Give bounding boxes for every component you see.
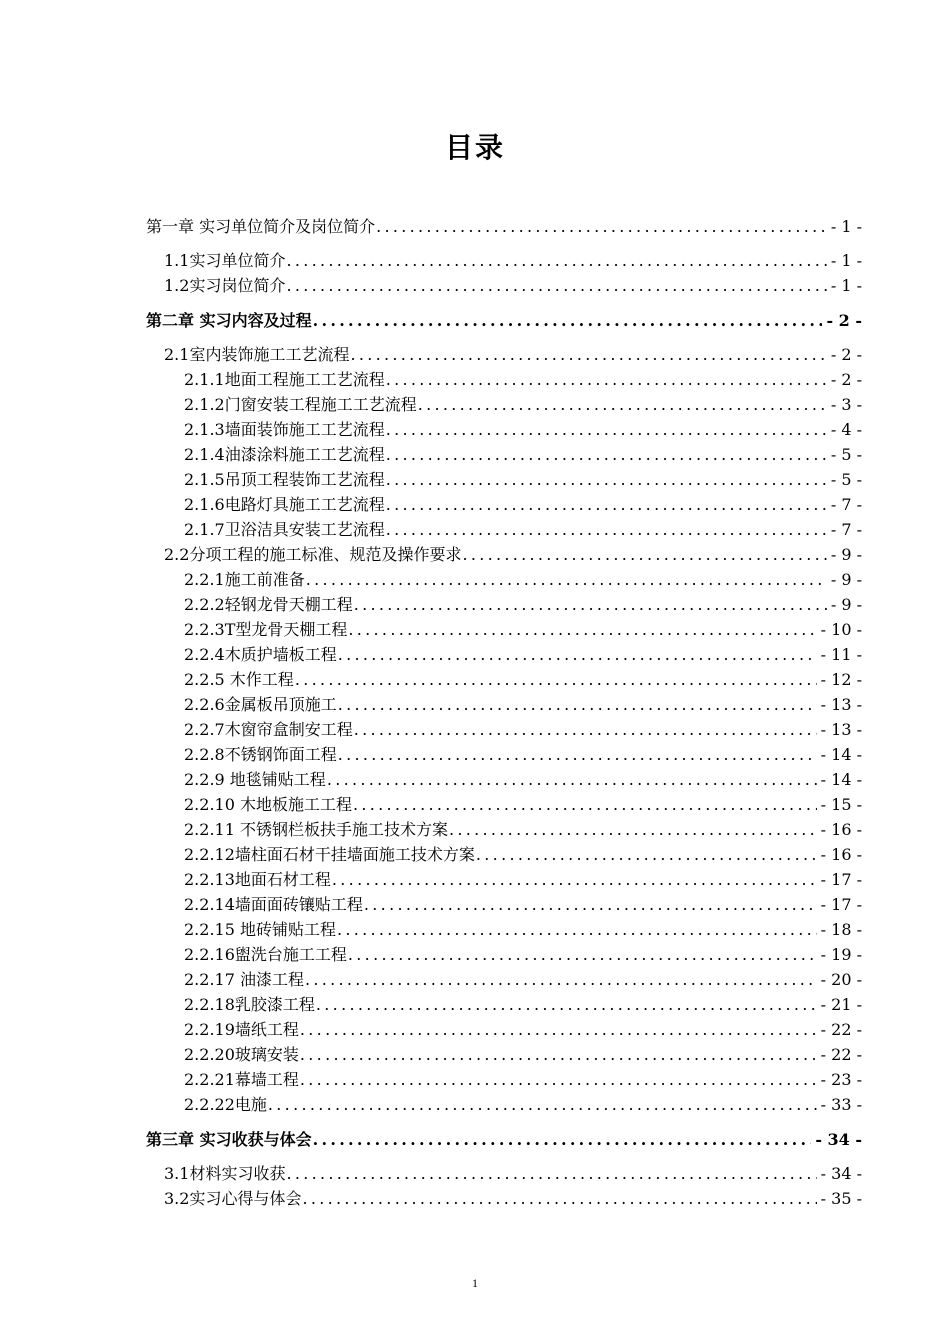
toc-entry-title: 2.1室内装饰施工工艺流程 bbox=[164, 345, 350, 364]
toc-entry-title: 第三章 实习收获与体会 bbox=[146, 1130, 312, 1149]
dot-leader bbox=[337, 920, 817, 939]
toc-entry-page: - 7 - bbox=[830, 520, 862, 539]
dot-leader bbox=[306, 570, 827, 589]
toc-entry-title: 2.2.3T型龙骨天棚工程 bbox=[184, 620, 348, 639]
toc-entry-page: - 9 - bbox=[830, 545, 862, 564]
toc-entry[interactable] bbox=[184, 792, 862, 816]
dot-leader bbox=[295, 670, 817, 689]
toc-entry-page: - 13 - bbox=[820, 695, 862, 714]
toc-entry[interactable] bbox=[184, 617, 862, 641]
dot-leader bbox=[462, 545, 826, 564]
toc-entry-title: 2.2.13地面石材工程 bbox=[184, 870, 331, 889]
toc-entry-page: - 9 - bbox=[830, 570, 862, 589]
toc-entry-title: 2.2.11 不锈钢栏板扶手施工技术方案 bbox=[184, 820, 448, 839]
toc-entry-page: - 21 - bbox=[820, 995, 862, 1014]
toc-entry[interactable] bbox=[184, 842, 862, 866]
toc-entry-title: 第二章 实习内容及过程 bbox=[146, 311, 312, 330]
toc-entry[interactable] bbox=[184, 742, 862, 766]
toc-entry-title: 2.1.5吊顶工程装饰工艺流程 bbox=[184, 470, 385, 489]
toc-entry-title: 2.2.21幕墙工程 bbox=[184, 1070, 299, 1089]
toc-entry-title: 2.2.10 木地板施工工程 bbox=[184, 795, 352, 814]
toc-entry[interactable] bbox=[146, 1127, 862, 1151]
dot-leader bbox=[449, 820, 817, 839]
toc-entry-page: - 15 - bbox=[820, 795, 862, 814]
dot-leader bbox=[476, 845, 817, 864]
toc-entry[interactable] bbox=[184, 1092, 862, 1116]
dot-leader bbox=[386, 470, 827, 489]
dot-leader bbox=[348, 620, 816, 639]
dot-leader bbox=[300, 1020, 817, 1039]
toc-entry-title: 2.2.7木窗帘盒制安工程 bbox=[184, 720, 353, 739]
toc-entry-title: 2.2.12墙柱面石材干挂墙面施工技术方案 bbox=[184, 845, 475, 864]
toc-entry[interactable] bbox=[184, 942, 862, 966]
toc-entry[interactable] bbox=[184, 392, 862, 416]
toc-entry[interactable] bbox=[184, 1042, 862, 1066]
toc-entry-title: 2.2.20玻璃安装 bbox=[184, 1045, 299, 1064]
toc-entry-page: - 12 - bbox=[820, 670, 862, 689]
toc-entry[interactable] bbox=[184, 1067, 862, 1091]
toc-entry-page: - 22 - bbox=[820, 1020, 862, 1039]
toc-entry[interactable] bbox=[164, 342, 862, 366]
toc-entry[interactable] bbox=[184, 717, 862, 741]
toc-entry[interactable] bbox=[184, 492, 862, 516]
toc-entry-title: 2.2.8不锈钢饰面工程 bbox=[184, 745, 337, 764]
dot-leader bbox=[327, 770, 817, 789]
toc-entry-page: - 13 - bbox=[820, 720, 862, 739]
toc-entry[interactable] bbox=[184, 1017, 862, 1041]
toc-entry-page: - 14 - bbox=[820, 745, 862, 764]
toc-entry-title: 2.2.22电施 bbox=[184, 1095, 267, 1114]
toc-entry-page: - 18 - bbox=[820, 920, 862, 939]
toc-entry-title: 2.1.1地面工程施工工艺流程 bbox=[184, 370, 385, 389]
toc-entry-title: 2.2.14墙面面砖镶贴工程 bbox=[184, 895, 363, 914]
toc-entry-page: - 1 - bbox=[830, 251, 862, 270]
toc-entry-title: 2.1.6电路灯具施工工艺流程 bbox=[184, 495, 385, 514]
toc-entry-page: - 19 - bbox=[820, 945, 862, 964]
dot-leader bbox=[286, 1164, 816, 1183]
toc-entry[interactable] bbox=[184, 642, 862, 666]
toc-entry[interactable] bbox=[184, 917, 862, 941]
toc-entry[interactable] bbox=[184, 967, 862, 991]
toc-entry-title: 2.2.19墙纸工程 bbox=[184, 1020, 299, 1039]
dot-leader bbox=[353, 795, 817, 814]
dot-leader bbox=[364, 895, 817, 914]
dot-leader bbox=[386, 445, 827, 464]
toc-entry-title: 2.2.5 木作工程 bbox=[184, 670, 294, 689]
toc-entry[interactable] bbox=[184, 367, 862, 391]
dot-leader bbox=[350, 345, 826, 364]
toc-entry-page: - 20 - bbox=[820, 970, 862, 989]
dot-leader bbox=[286, 276, 826, 295]
toc-entry-page: - 5 - bbox=[830, 470, 862, 489]
toc-entry-page: - 9 - bbox=[830, 595, 862, 614]
toc-entry-page: - 23 - bbox=[820, 1070, 862, 1089]
toc-entry-page: - 2 - bbox=[826, 311, 862, 330]
toc-entry-title: 第一章 实习单位简介及岗位简介 bbox=[146, 217, 376, 236]
dot-leader bbox=[316, 995, 817, 1014]
dot-leader bbox=[313, 1130, 812, 1149]
page-number: 1 bbox=[472, 1276, 478, 1290]
dot-leader bbox=[386, 495, 827, 514]
dot-leader bbox=[302, 1189, 816, 1208]
dot-leader bbox=[348, 945, 817, 964]
toc-entry-page: - 4 - bbox=[830, 420, 862, 439]
toc-entry-page: - 1 - bbox=[830, 217, 862, 236]
toc-entry-title: 1.2实习岗位简介 bbox=[164, 276, 286, 295]
toc-entry[interactable] bbox=[184, 592, 862, 616]
toc-entry-title: 2.2.15 地砖铺贴工程 bbox=[184, 920, 336, 939]
toc-entry-title: 2.2.4木质护墙板工程 bbox=[184, 645, 337, 664]
toc-entry-title: 2.1.7卫浴洁具安装工艺流程 bbox=[184, 520, 385, 539]
toc-entry-page: - 14 - bbox=[820, 770, 862, 789]
dot-leader bbox=[354, 720, 817, 739]
toc-entry[interactable] bbox=[184, 667, 862, 691]
toc-entry-title: 3.1材料实习收获 bbox=[164, 1164, 286, 1183]
dot-leader bbox=[338, 645, 817, 664]
toc-entry-title: 2.1.4油漆涂料施工工艺流程 bbox=[184, 445, 385, 464]
toc-entry-page: - 17 - bbox=[820, 870, 862, 889]
dot-leader bbox=[338, 695, 817, 714]
toc-entry-page: - 3 - bbox=[830, 395, 862, 414]
toc-entry-title: 2.2.9 地毯铺贴工程 bbox=[184, 770, 326, 789]
toc-entry[interactable] bbox=[146, 214, 862, 238]
toc-entry[interactable] bbox=[164, 1161, 862, 1185]
dot-leader bbox=[376, 217, 827, 236]
dot-leader bbox=[268, 1095, 817, 1114]
dot-leader bbox=[313, 311, 823, 330]
toc-entry-page: - 2 - bbox=[830, 345, 862, 364]
dot-leader bbox=[332, 870, 817, 889]
toc-entry-title: 2.2.6金属板吊顶施工 bbox=[184, 695, 337, 714]
dot-leader bbox=[300, 1070, 817, 1089]
dot-leader bbox=[300, 1045, 817, 1064]
toc-entry-title: 1.1实习单位简介 bbox=[164, 251, 286, 270]
toc-entry[interactable] bbox=[184, 417, 862, 441]
toc-entry-page: - 10 - bbox=[820, 620, 862, 639]
toc-entry-page: - 1 - bbox=[830, 276, 862, 295]
toc-entry-title: 2.2.2轻钢龙骨天棚工程 bbox=[184, 595, 353, 614]
toc-entry-title: 2.2.1施工前准备 bbox=[184, 570, 305, 589]
toc-entry[interactable] bbox=[164, 248, 862, 272]
toc-entry[interactable] bbox=[164, 542, 862, 566]
toc-entry-page: - 7 - bbox=[830, 495, 862, 514]
toc-entry[interactable] bbox=[184, 992, 862, 1016]
toc-entry-title: 2.2.16盥洗台施工工程 bbox=[184, 945, 347, 964]
toc-entry-page: - 17 - bbox=[820, 895, 862, 914]
toc-entry[interactable] bbox=[184, 567, 862, 591]
toc-entry-page: - 34 - bbox=[815, 1130, 862, 1149]
toc-entry-page: - 33 - bbox=[820, 1095, 862, 1114]
dot-leader bbox=[286, 251, 826, 270]
toc-entry[interactable] bbox=[184, 817, 862, 841]
toc-entry-page: - 22 - bbox=[820, 1045, 862, 1064]
toc-entry-title: 2.2.18乳胶漆工程 bbox=[184, 995, 315, 1014]
toc-entry[interactable] bbox=[146, 308, 862, 332]
toc-entry[interactable] bbox=[184, 442, 862, 466]
dot-leader bbox=[338, 745, 817, 764]
dot-leader bbox=[386, 420, 827, 439]
toc-entry-title: 3.2实习心得与体会 bbox=[164, 1189, 302, 1208]
toc-entry-title: 2.2分项工程的施工标准、规范及操作要求 bbox=[164, 545, 462, 564]
page-title: 目录 bbox=[444, 131, 505, 164]
toc-entry-page: - 2 - bbox=[830, 370, 862, 389]
dot-leader bbox=[305, 970, 817, 989]
toc-entry-page: - 35 - bbox=[820, 1189, 862, 1208]
dot-leader bbox=[386, 370, 827, 389]
toc-entry[interactable] bbox=[184, 892, 862, 916]
toc-entry[interactable] bbox=[164, 1186, 862, 1210]
toc-entry-title: 2.1.2门窗安装工程施工工艺流程 bbox=[184, 395, 417, 414]
toc-entry[interactable] bbox=[184, 767, 862, 791]
toc-entry-page: - 34 - bbox=[820, 1164, 862, 1183]
toc-entry-page: - 16 - bbox=[820, 845, 862, 864]
toc-entry-title: 2.2.17 油漆工程 bbox=[184, 970, 304, 989]
toc-entry-page: - 5 - bbox=[830, 445, 862, 464]
toc-entry-page: - 11 - bbox=[820, 645, 862, 664]
toc-entry[interactable] bbox=[184, 867, 862, 891]
toc-entry-title: 2.1.3墙面装饰施工工艺流程 bbox=[184, 420, 385, 439]
toc-entry[interactable] bbox=[184, 517, 862, 541]
toc-entry[interactable] bbox=[184, 692, 862, 716]
dot-leader bbox=[354, 595, 827, 614]
dot-leader bbox=[386, 520, 827, 539]
toc-entry[interactable] bbox=[164, 273, 862, 297]
toc-entry-page: - 16 - bbox=[820, 820, 862, 839]
dot-leader bbox=[418, 395, 827, 414]
toc-entry[interactable] bbox=[184, 467, 862, 491]
